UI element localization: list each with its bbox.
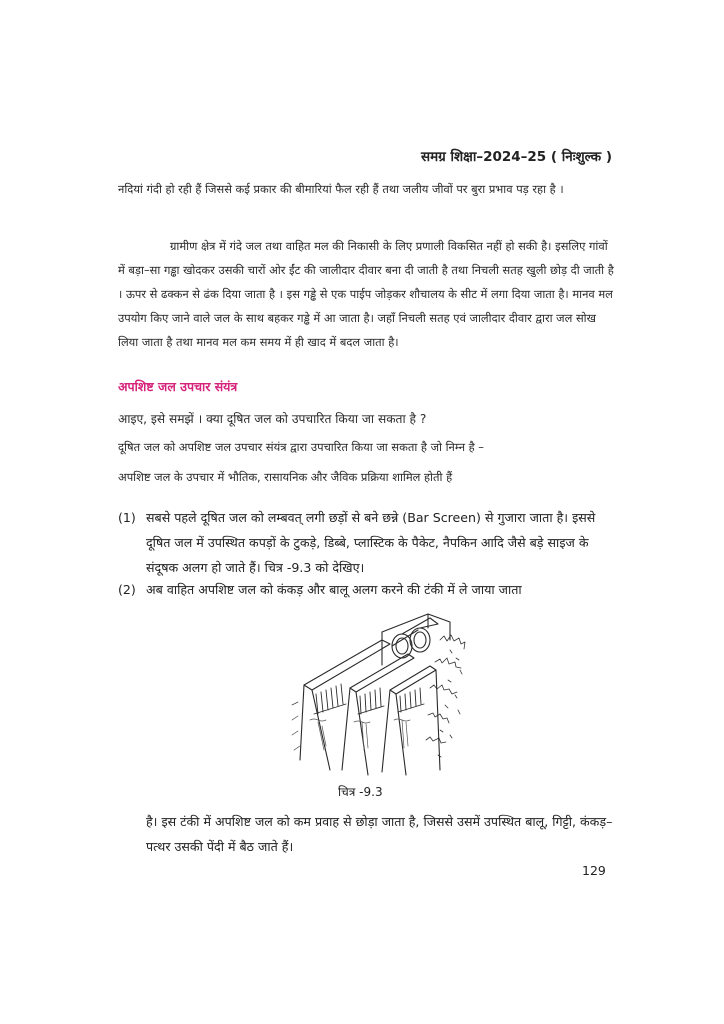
list-item-text: अब वाहित अपशिष्ट जल को कंकड़ और बालू अलग करने की टंकी में ले जाया जाता	[146, 582, 522, 597]
paragraph-rivers: नदियां गंदी हो रही हैं जिससे कई प्रकार की बीमारियां फैल रही हैं तथा जलीय जीवों पर बुरा प्रभाव पड़ रहा है ।	[118, 182, 564, 196]
intro-question: आइए, इसे समझें । क्या दूषित जल को उपचारित किया जा सकता है ?	[118, 412, 427, 426]
figure-caption: चित्र -9.3	[338, 785, 383, 799]
paragraph-rural-sanitation: ग्रामीण क्षेत्र में गंदे जल तथा वाहित मल की निकासी के लिए प्रणाली विकसित नहीं हो सकी है। इसलिए गांवों में बड़ा–सा गड्ढा खोदकर उसकी चारों ओर ईंट की जालीदार दीवार बना दी जाती है तथा निचली सतह खुली छोड़ दी जाती है । ऊपर से ढक्कन से ढंक दिया जाता है । इस गड्ढे से एक पाईप जोड़कर शौचालय के सीट में लगा दिया जाता है। मानव मल उपयोग किए जाने वाले जल के साथ बहकर गड्ढे में आ जाता है। जहाँ निचली सतह एवं जालीदार दीवार द्वारा जल सोख लिया जाता है तथा मानव मल कम समय में ही खाद में बदल जाता है।	[118, 239, 614, 349]
bar-screen-illustration	[290, 610, 476, 780]
intro-statement: दूषित जल को अपशिष्ट जल उपचार संयंत्र द्वारा उपचारित किया जा सकता है जो निम्न है –	[118, 440, 485, 454]
page-header: समग्र शिक्षा–2024–25 ( निःशुल्क )	[420, 149, 612, 165]
list-item-number: (2)	[118, 582, 136, 597]
list-item	[118, 505, 618, 580]
section-heading: अपशिष्ट जल उपचार संयंत्र	[118, 379, 238, 394]
paragraph-continuation: है। इस टंकी में अपशिष्ट जल को कम प्रवाह से छोड़ा जाता है, जिससे उसमें उपस्थित बालू, गिट्टी, कंकड़–पत्थर उसकी पेंदी में बैठ जाते हैं।	[146, 814, 613, 854]
intro-processes: अपशिष्ट जल के उपचार में भौतिक, रासायनिक और जैविक प्रक्रिया शामिल होती हैं	[118, 470, 453, 484]
page-number: 129	[582, 863, 606, 878]
list-item-text: सबसे पहले दूषित जल को लम्बवत् लगी छड़ों से बने छन्ने (Bar Screen) से गुजारा जाता है। इससे दूषित जल में उपस्थित कपड़ों के टुकड़े, डिब्बे, प्लास्टिक के पैकेट, नैपकिन आदि जैसे बड़े साइज के संदूषक अलग हो जाते हैं। चित्र -9.3 को देखिए।	[146, 510, 596, 575]
list-item-number: (1)	[118, 510, 136, 525]
list-item	[118, 577, 618, 602]
